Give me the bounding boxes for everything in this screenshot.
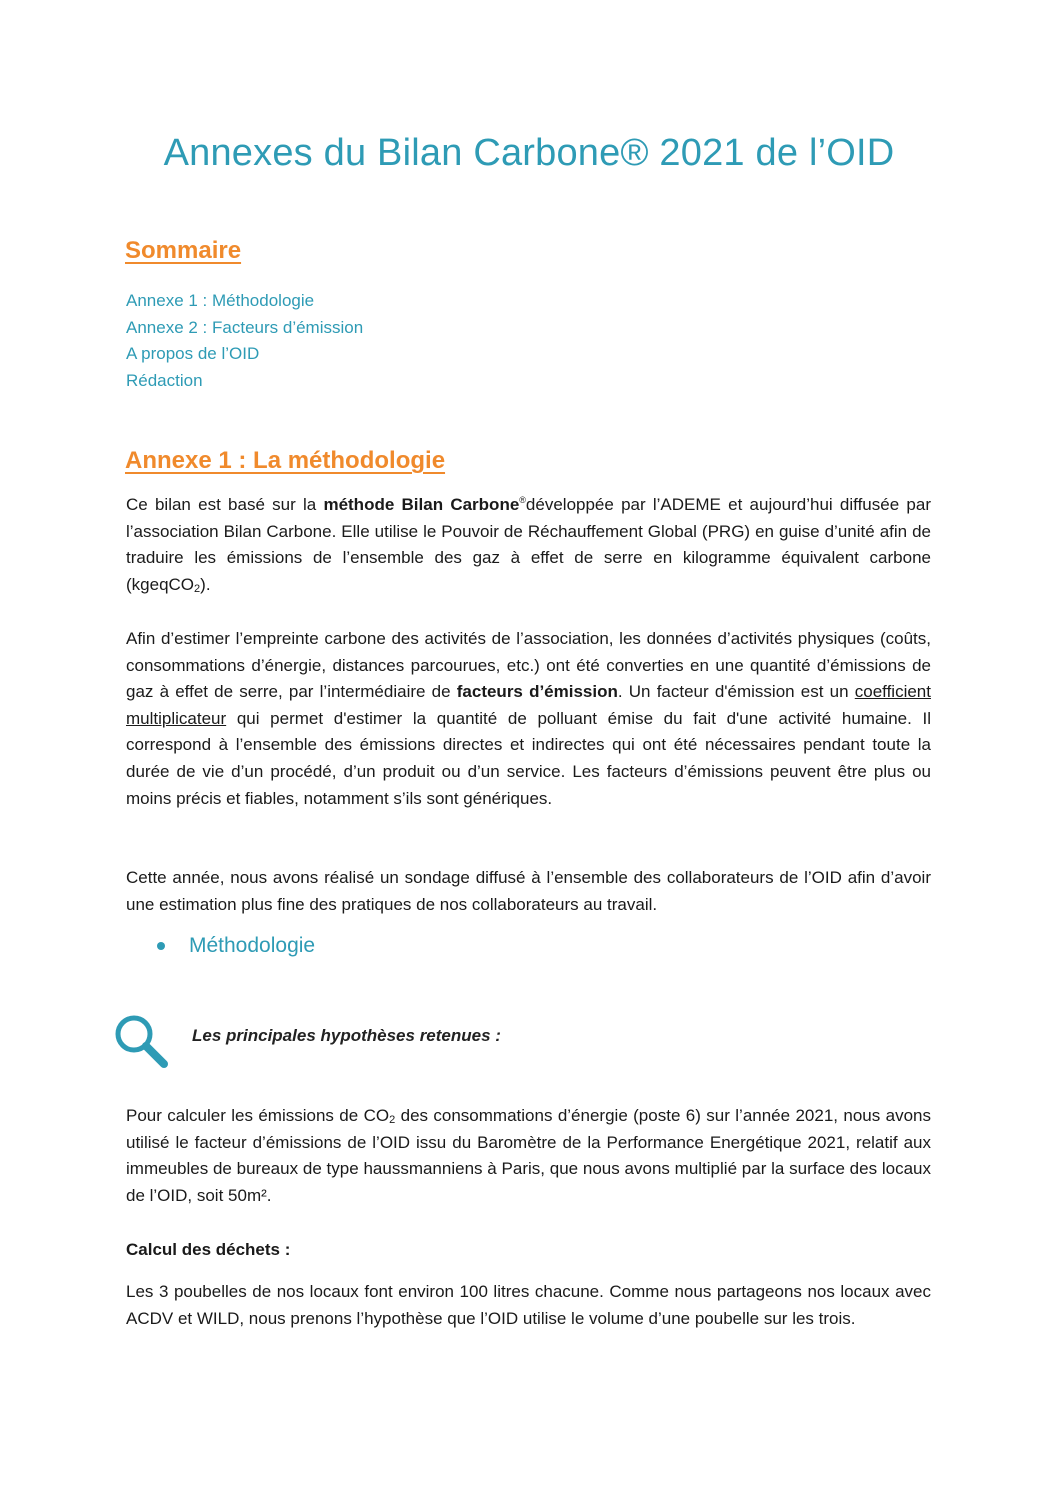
hypotheses-label: Les principales hypothèses retenues :	[192, 1026, 501, 1045]
paragraph-emission-factors: Afin d’estimer l’empreinte carbone des activités de l’association, les données d’activités physiques (coûts, consommations d’énergie, distances parcourues, etc.) ont été converties en une quantité d’émissions de gaz à effet de serre, par l’intermédiaire de facteurs d’émission. Un facteur d'émission est un coefficient multiplicateur qui permet d'estimer la quantité de polluant émise du fait d'une activité humaine. Il correspond à l’ensemble des émissions directes et indirectes qui ont été nécessaires pendant toute la durée de vie d’un procédé, d’un produit ou d’un service. Les facteurs d’émissions peuvent être plus ou moins précis et fiables, notamment s’ils sont génériques.	[126, 629, 931, 808]
bullet-label: Méthodologie	[189, 934, 316, 957]
dechets-heading: Calcul des déchets :	[126, 1240, 291, 1259]
paragraph-method: Ce bilan est basé sur la méthode Bilan Carbone®développée par l’ADEME et aujourd’hui diffusée par l’association Bilan Carbone. Elle utilise le Pouvoir de Réchauffement Global (PRG) en guise d’unité afin de traduire les émissions de l’ensemble des gaz à effet de serre en kilogramme équivalent carbone (kgeqCO$_2$).	[126, 495, 931, 595]
bullet-dot-icon	[157, 942, 165, 950]
search-icon	[112, 1012, 170, 1070]
paragraph-dechets: Les 3 poubelles de nos locaux font environ 100 litres chacune. Comme nous partageons nos locaux avec ACDV et WILD, nous prenons l’hypothèse que l’OID utilise le volume d’une poubelle sur les trois.	[126, 1282, 931, 1328]
underlined-term: coefficient multiplicateur	[126, 682, 931, 728]
toc-item-annexe-2[interactable]: Annexe 2 : Facteurs d’émission	[126, 317, 364, 337]
toc-item-redaction[interactable]: Rédaction	[126, 370, 203, 390]
table-of-contents	[126, 288, 363, 394]
bold-term: méthode Bilan Carbone	[323, 495, 520, 514]
toc-item-a-propos[interactable]: A propos de l’OID	[126, 344, 260, 363]
bullet-methodologie	[157, 934, 315, 958]
toc-item-annexe-1[interactable]: Annexe 1 : Méthodologie	[126, 291, 315, 310]
document-title: Annexes du Bilan Carbone® 2021 de l’OID	[163, 132, 895, 174]
annexe1-heading: Annexe 1 : La méthodologie	[125, 447, 446, 474]
paragraph-survey: Cette année, nous avons réalisé un sondage diffusé à l’ensemble des collaborateurs de l’OID afin d’avoir une estimation plus fine des pratiques de nos collaborateurs au travail.	[126, 868, 931, 914]
bold-term: facteurs d’émission	[456, 682, 618, 702]
paragraph-energy: Pour calculer les émissions de $CO_2$ des consommations d’énergie (poste 6) sur l’année 2021, nous avons utilisé le facteur d’émissions de l’OID issu du Baromètre de la Performance Energétique 2021, relatif aux immeubles de bureaux de type haussmanniens à Paris, que nous avons multiplié par la surface des locaux de l’OID, soit 50m².	[126, 1106, 931, 1205]
sommaire-heading: Sommaire	[125, 237, 242, 264]
